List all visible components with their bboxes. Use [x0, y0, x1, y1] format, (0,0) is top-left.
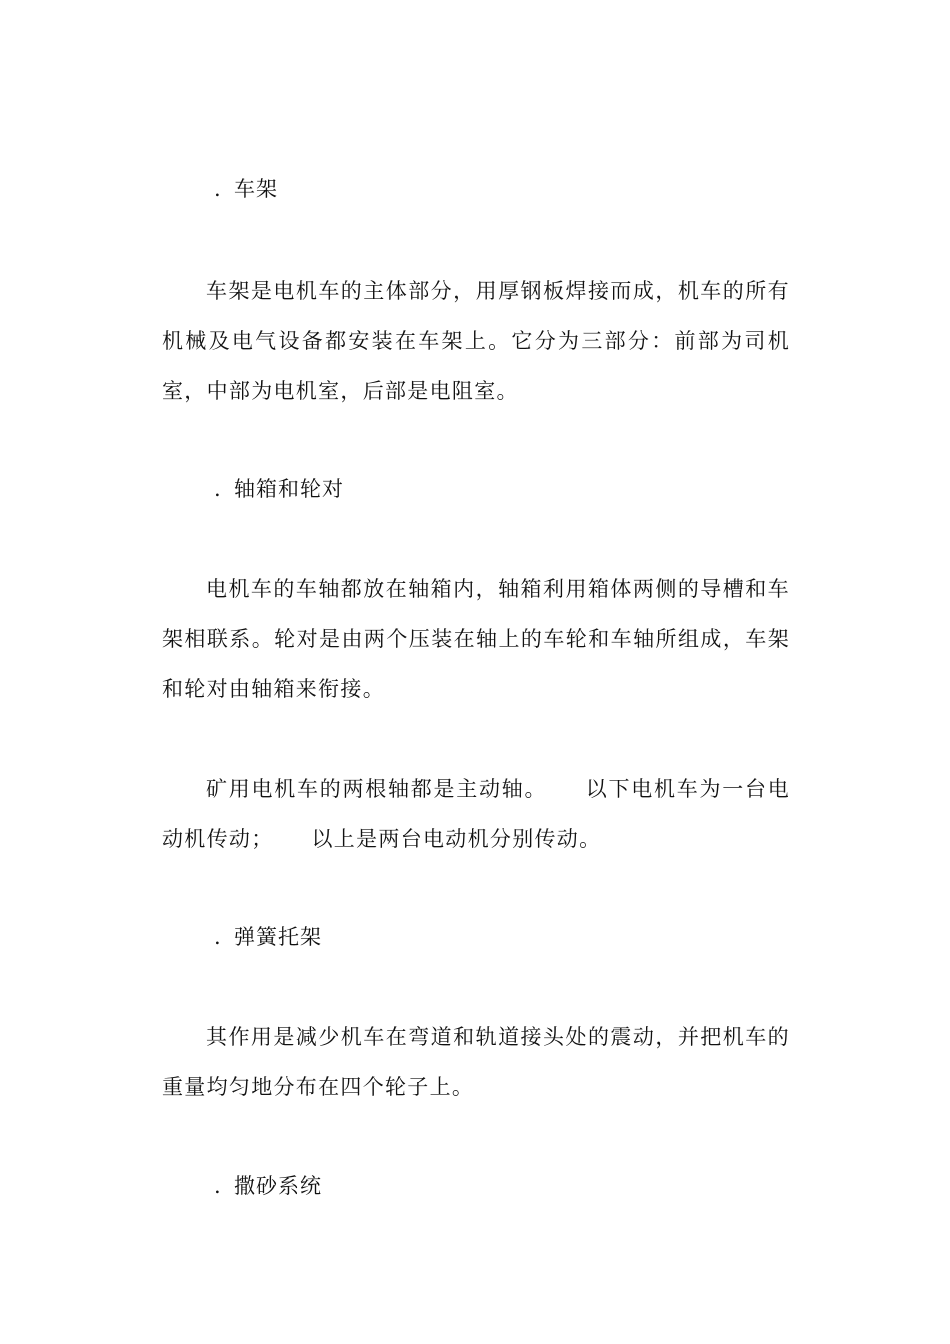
- paragraph-frame: 车架是电机车的主体部分，用厚钢板焊接而成，机车的所有机械及电气设备都安装在车架上。它分为三部分：前部为司机室，中部为电机室，后部是电阻室。: [162, 279, 790, 403]
- heading-bullet: .: [214, 1174, 222, 1198]
- heading-bullet: .: [214, 477, 222, 501]
- heading-text: 轴箱和轮对: [234, 477, 344, 501]
- section-heading-frame: [214, 177, 278, 201]
- heading-text: 弹簧托架: [234, 925, 322, 949]
- section-heading-spring-bracket: [214, 925, 322, 949]
- heading-text: 车架: [234, 177, 278, 201]
- paragraph-drive-axles: [162, 764, 790, 864]
- section-heading-axlebox: [214, 477, 344, 501]
- paragraph-drive-part2: 以下电机车为一台电动机传动；: [162, 777, 790, 851]
- heading-bullet: .: [214, 925, 222, 949]
- paragraph-drive-part1: 矿用电机车的两根轴都是主动轴。: [206, 777, 548, 801]
- section-heading-sanding-system: [214, 1174, 322, 1198]
- paragraph-spring-bracket: 其作用是减少机车在弯道和轨道接头处的震动，并把机车的重量均匀地分布在四个轮子上。: [162, 1025, 790, 1099]
- heading-bullet: .: [214, 177, 222, 201]
- paragraph-drive-part3: 以上是两台电动机分别传动。: [311, 827, 602, 851]
- paragraph-axlebox: 电机车的车轴都放在轴箱内，轴箱利用箱体两侧的导槽和车架相联系。轮对是由两个压装在轴上的车轮和车轴所组成，车架和轮对由轴箱来衔接。: [162, 577, 790, 701]
- heading-text: 撒砂系统: [234, 1174, 322, 1198]
